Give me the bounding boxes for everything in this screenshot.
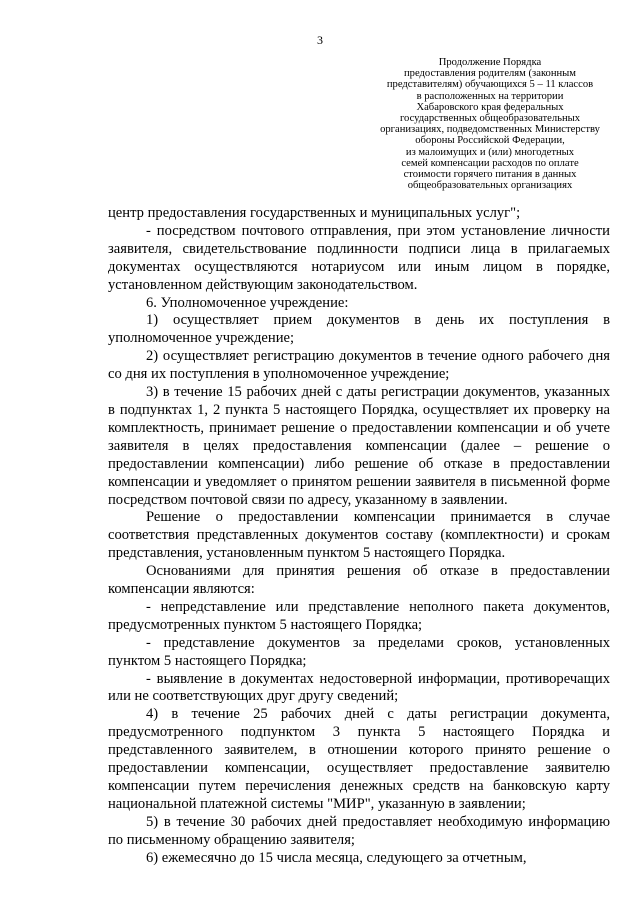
paragraph-item-3: 3) в течение 15 рабочих дней с даты регистрации документов, указанных в подпунктах 1, 2 пункта 5 настоящего Порядка, осуществляет их проверку на комплектность, принимает решение о предоставлении компенсации и об учете заявителя в целях предоставления компенсации (далее – решение о предоставлении компенсации) либо решение об отказе в предоставлении компенсации и уведомляет о принятом решении заявителя в письменной форме посредством почтовой связи по адресу, указанному в заявлении.: [108, 384, 610, 508]
paragraph-section-6-heading: 6. Уполномоченное учреждение:: [146, 294, 349, 311]
paragraph-item-4: 4) в течение 25 рабочих дней с даты регистрации документа, предусмотренного подпунктом 3 пункта 5 настоящего Порядка и представленного заявителем, в отношении которого принято решение о предоставлении компенсации, осуществляет предоставление заявителю компенсации путем перечисления денежных средств на банковскую карту национальной платежной системы "МИР", указанную в заявлении;: [108, 706, 610, 812]
paragraph-item-1: 1) осуществляет прием документов в день их поступления в уполномоченное учреждение;: [108, 312, 610, 347]
header-line: стоимости горячего питания в данных: [403, 169, 577, 181]
header-line: организациях, подведомственных Министерству: [380, 124, 600, 136]
paragraph-continuation: центр предоставления государственных и муниципальных услуг";: [108, 205, 521, 221]
header-line: в расположенных на территории: [416, 90, 564, 102]
continuation-header: [360, 57, 620, 191]
paragraph-refusal-grounds: Основаниями для принятия решения об отказе в предоставлении компенсации являются:: [108, 563, 610, 598]
page-number: 3: [317, 33, 323, 47]
header-line: общеобразовательных организациях: [407, 180, 573, 192]
paragraph-decision-conditions: Решение о предоставлении компенсации принимается в случае соответствия представленных документов составу (комплектности) и срокам представления, установленным пунктом 5 настоящего Порядка.: [108, 509, 610, 562]
header-line: семей компенсации расходов по оплате: [401, 157, 579, 169]
document-body: [108, 205, 610, 868]
header-line: обороны Российской Федерации,: [415, 135, 565, 147]
paragraph-item-2: 2) осуществляет регистрацию документов в течение одного рабочего дня со дня их поступления в уполномоченное учреждение;: [108, 348, 610, 383]
paragraph-item-5: 5) в течение 30 рабочих дней предоставляет необходимую информацию по письменному обращению заявителя;: [108, 813, 610, 848]
header-line: Хабаровского края федеральных: [416, 101, 564, 113]
header-line: предоставления родителям (законным: [403, 68, 577, 80]
header-line: представителям) обучающихся 5 – 11 классов: [386, 79, 594, 91]
paragraph-item-6: 6) ежемесячно до 15 числа месяца, следующего за отчетным,: [146, 849, 527, 866]
paragraph-refusal-ground-3: - выявление в документах недостоверной информации, противоречащих или не соответствующих друг другу сведений;: [108, 670, 610, 705]
paragraph-refusal-ground-2: - представление документов за пределами сроков, установленных пунктом 5 настоящего Порядка;: [108, 634, 610, 669]
paragraph-refusal-ground-1: - непредставление или представление неполного пакета документов, предусмотренных пунктом 5 настоящего Порядка;: [108, 598, 610, 633]
header-line: Продолжение Порядка: [438, 57, 542, 68]
header-line: из малоимущих и (или) многодетных: [405, 146, 575, 158]
header-line: государственных общеобразовательных: [399, 113, 581, 125]
paragraph-postal-submission: - посредством почтового отправления, при этом установление личности заявителя, свидетельствование подлинности подписи лица в прилагаемых документах осуществляются нотариусом или иным лицом в порядке, установленном действующим законодательством.: [108, 222, 610, 293]
